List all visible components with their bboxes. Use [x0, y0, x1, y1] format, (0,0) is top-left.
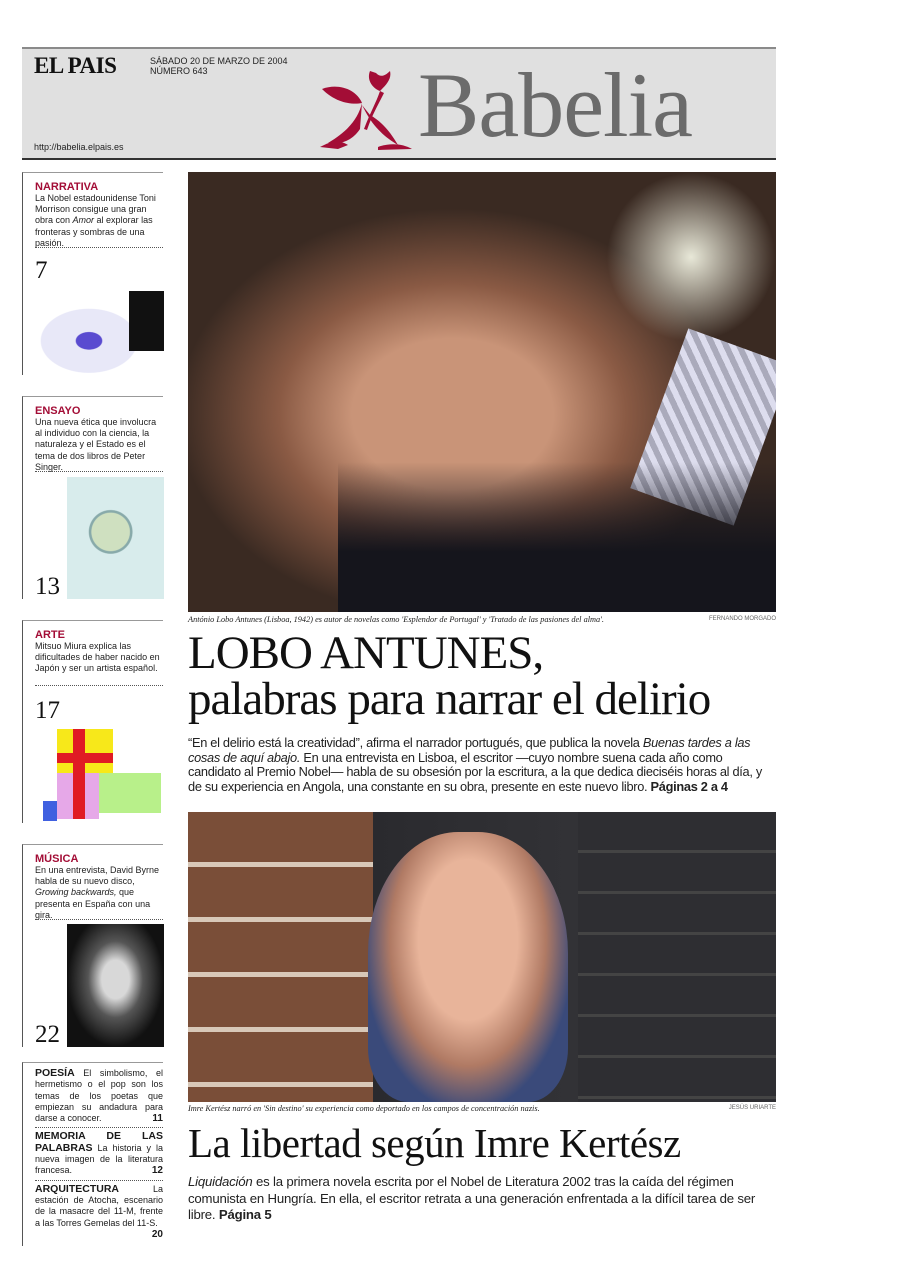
headline-imre-kertesz[interactable]: La libertad según Imre Kertész — [188, 1120, 681, 1166]
headline-lobo-antunes[interactable] — [188, 627, 711, 725]
headline-line-1: LOBO ANTUNES, — [188, 627, 544, 679]
issue-info — [150, 56, 288, 76]
index-page: 12 — [151, 1165, 163, 1177]
summary-text: que presenta en España con una gira. — [35, 887, 151, 920]
issue-number: NÚMERO 643 — [150, 66, 208, 76]
section-title: NARRATIVA — [35, 181, 99, 193]
supplement-title: Babelia — [418, 54, 692, 156]
sidebar-section-arte[interactable] — [22, 620, 163, 823]
divider — [35, 471, 163, 472]
index-page: 20 — [151, 1228, 163, 1240]
section-title: ENSAYO — [35, 405, 81, 417]
page-reference[interactable]: Página 5 — [218, 1207, 272, 1222]
section-summary — [35, 865, 163, 921]
section-title: MÚSICA — [35, 853, 79, 865]
page-number: 17 — [35, 697, 60, 724]
index-text: La estación de Atocha, escenario de la masacre del 11-M, frente a las Torres Gemelas del 11-S. — [35, 1183, 163, 1228]
index-item-poesia[interactable] — [35, 1068, 163, 1128]
photo-caption — [188, 1104, 776, 1113]
divider — [35, 919, 163, 920]
index-title: POESÍA — [35, 1067, 75, 1079]
imre-kertesz-photo — [188, 812, 776, 1102]
mitsuo-miura-artwork — [43, 729, 161, 822]
index-text: La historia y la nueva imagen de la literatura francesa. — [35, 1142, 163, 1176]
index-page: 11 — [152, 1113, 163, 1125]
section-summary: Una nueva ética que involucra al individuo con la ciencia, la naturaleza y el Estado es el tema de dos libros de Peter Singer. — [35, 417, 157, 472]
story-summary — [188, 1174, 778, 1224]
story-summary — [188, 736, 778, 794]
photo-caption — [188, 615, 776, 624]
section-summary — [35, 193, 163, 249]
book-title: Buenas tardes a las cosas de aquí abajo. — [188, 735, 751, 765]
sidebar-index-list — [22, 1062, 163, 1246]
summary-text: “En el delirio está la creatividad”, afirma el narrador portugués, que publica la novela — [188, 735, 643, 750]
index-item-arquitectura[interactable] — [35, 1184, 163, 1243]
summary-text: al explorar las fronteras y sombras de una pasión. — [35, 215, 153, 248]
page-number: 13 — [35, 573, 60, 600]
sidebar-section-narrativa[interactable] — [22, 172, 163, 375]
summary-text: es la primera novela escrita por el Nobel de Literatura 2002 tras la caída del régimen comunista en Hungría. En ella, el escritor retrata a una generación enfrentada a la difícil tarea de ser libre. — [188, 1174, 756, 1222]
summary-italic: Growing backwards, — [35, 887, 117, 898]
section-title: ARTE — [35, 629, 65, 641]
issue-date: SÁBADO 20 DE MARZO DE 2004 — [150, 56, 288, 66]
summary-italic: Amor — [72, 215, 95, 226]
index-text: El simbolismo, el hermetismo o el pop son los temas de los poetas que empiezan su andadura para darse a conocer. — [35, 1068, 163, 1124]
page-number: 22 — [35, 1021, 60, 1048]
sidebar-section-ensayo[interactable] — [22, 396, 163, 599]
caption-text: António Lobo Antunes (Lisboa, 1942) es autor de novelas como 'Esplendor de Portugal' y 'Tratado de las pasiones del alma'. — [188, 615, 605, 624]
embryo-microscope-photo — [67, 477, 164, 599]
book-title: Liquidación — [188, 1174, 253, 1189]
lobo-antunes-photo — [188, 172, 776, 612]
section-summary: Mitsuo Miura explica las dificultades de haber nacido en Japón y ser un artista español. — [35, 641, 160, 674]
website-link[interactable]: http://babelia.elpais.es — [34, 142, 124, 152]
divider — [35, 247, 163, 248]
sidebar-section-musica[interactable] — [22, 844, 163, 1047]
toni-morrison-illustration — [39, 291, 164, 374]
summary-text: La Nobel estadounidense Toni Morrison consigue una gran obra con — [35, 193, 156, 226]
headline-line-2: palabras para narrar el delirio — [188, 673, 711, 725]
index-title: MEMORIA DE LAS PALABRAS — [35, 1130, 163, 1154]
babelia-flower-logo-icon — [318, 69, 414, 153]
photo-credit: JESÚS URIARTE — [728, 1105, 776, 1111]
divider — [35, 685, 163, 686]
page-number: 7 — [35, 257, 48, 284]
masthead — [22, 47, 776, 160]
index-title: ARQUITECTURA — [35, 1182, 119, 1195]
photo-credit: FERNANDO MORGADO — [708, 616, 776, 622]
summary-text: En una entrevista en Lisboa, el escritor —cuyo nombre suena cada año como candidato al Premio Nobel— habla de su obsesión por la escritura, a la que dedica dieciséis horas al día, y de su experiencia en Angola, una constante en su obra, presente en este nuevo libro. — [188, 749, 762, 794]
newspaper-logo: EL PAIS — [34, 53, 117, 78]
index-item-memoria[interactable] — [35, 1131, 163, 1180]
david-byrne-photo — [67, 924, 164, 1047]
caption-text: Imre Kertész narró en 'Sin destino' su experiencia como deportado en los campos de concentración nazis. — [188, 1104, 540, 1113]
summary-text: En una entrevista, David Byrne habla de su nuevo disco, — [35, 865, 160, 887]
page-reference[interactable]: Páginas 2 a 4 — [650, 778, 728, 794]
